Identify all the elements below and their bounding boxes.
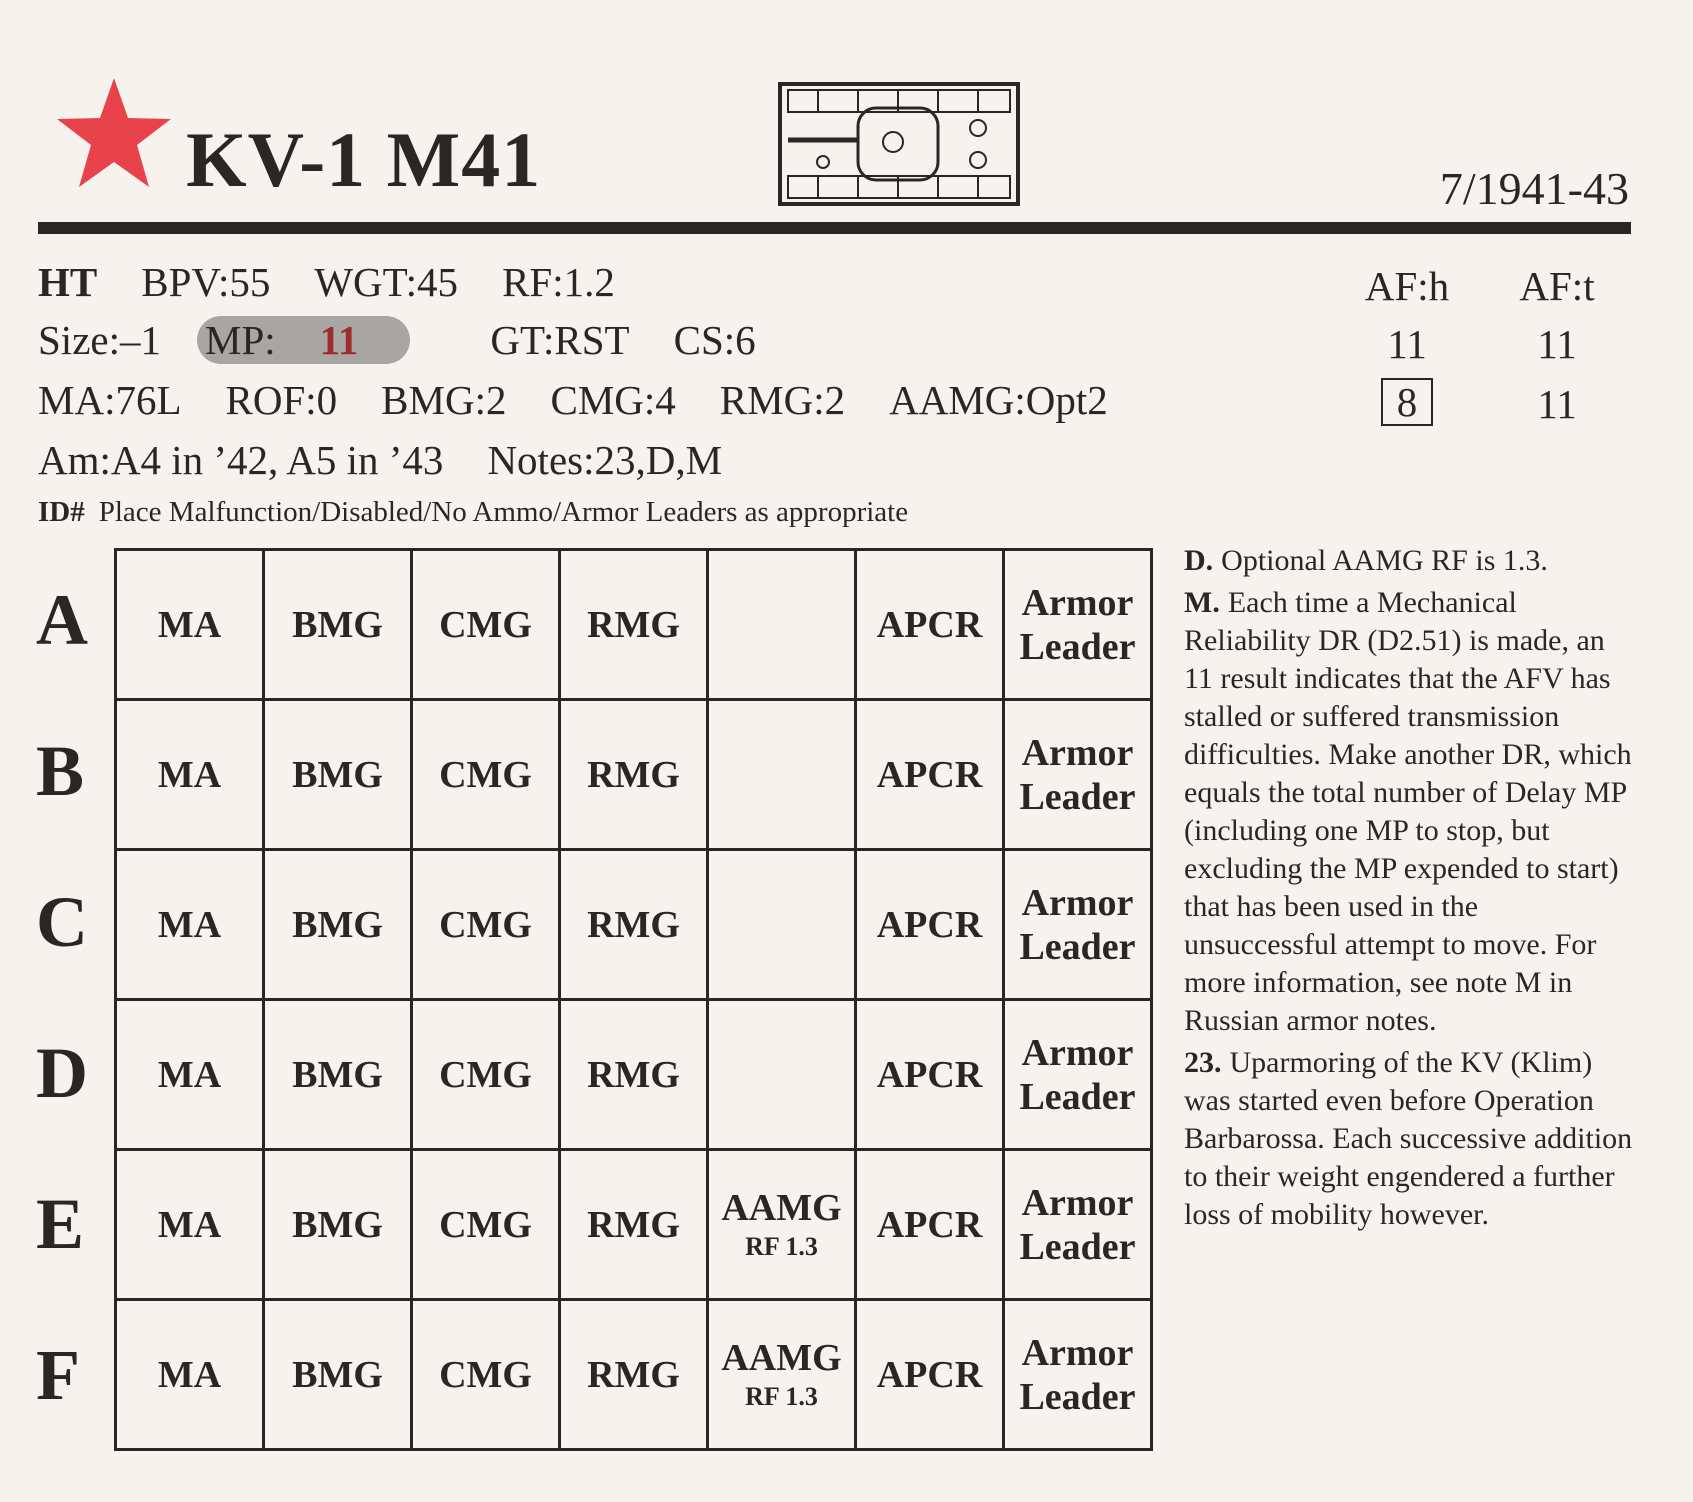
af-hull-side-box: 8 <box>1381 378 1434 426</box>
af-turret-side: 11 <box>1537 381 1577 427</box>
notes-ref: Notes:23,D,M <box>487 437 723 483</box>
aamg-rf: RF 1.3 <box>745 1381 818 1411</box>
id-label: ID# <box>38 496 85 528</box>
row-letter-f: F <box>36 1335 80 1415</box>
cell-apcr: APCR <box>856 850 1004 1000</box>
cell-rmg: RMG <box>560 1300 708 1450</box>
mp-stat <box>197 316 410 364</box>
cell-cmg: CMG <box>412 700 560 850</box>
cell-apcr: APCR <box>856 550 1004 700</box>
ammo-stat: Am:A4 in ’42, A5 in ’43 <box>38 437 444 483</box>
af-hull-front: 11 <box>1387 321 1427 367</box>
cell-empty <box>708 550 856 700</box>
production-date: 7/1941-43 <box>1439 163 1629 214</box>
note-m <box>1184 584 1634 1040</box>
cell-ma: MA <box>116 850 264 1000</box>
red-star-icon <box>54 76 174 192</box>
rmg-stat: RMG:2 <box>719 377 846 423</box>
grid-row-c <box>116 850 1152 1000</box>
stats-row-3 <box>38 376 1152 424</box>
grid-row-d <box>116 1000 1152 1150</box>
grid-row-f <box>116 1300 1152 1450</box>
cell-armor-leader: Armor Leader <box>1004 700 1152 850</box>
cell-cmg: CMG <box>412 550 560 700</box>
cell-aamg <box>708 1300 856 1450</box>
cell-rmg: RMG <box>560 850 708 1000</box>
cell-ma: MA <box>116 700 264 850</box>
size-stat: Size:–1 <box>38 317 161 363</box>
cmg-stat: CMG:4 <box>550 377 676 423</box>
id-line <box>38 496 908 529</box>
ma-stat: MA:76L <box>38 377 182 423</box>
header-divider <box>38 222 1631 234</box>
note-m-text: Each time a Mechanical Reliability DR (D2.51) is made, an 11 result indicates that the AFV has stalled or suffered transmission difficulties. Make another DR, which equals the total number of Delay MP (including one MP to stop, but excluding the MP expended to start) that has been used in the unsuccessful attempt to move. For more information, see note M in Russian armor notes. <box>1184 586 1632 1037</box>
cell-bmg: BMG <box>264 1150 412 1300</box>
aamg-label: AAMG <box>721 1186 842 1229</box>
cell-cmg: CMG <box>412 1000 560 1150</box>
cell-armor-leader: Armor Leader <box>1004 550 1152 700</box>
ground-type-stat: GT:RST <box>490 317 630 363</box>
tank-topview-icon <box>778 80 1020 208</box>
cell-armor-leader: Armor Leader <box>1004 1150 1152 1300</box>
grid-row-e <box>116 1150 1152 1300</box>
note-23-key: 23. <box>1184 1046 1222 1079</box>
grid-row-b <box>116 700 1152 850</box>
cell-rmg: RMG <box>560 700 708 850</box>
af-turret-label: AF:t <box>1519 263 1595 309</box>
note-23 <box>1184 1044 1634 1234</box>
row-letter-d: D <box>36 1033 88 1113</box>
bmg-stat: BMG:2 <box>381 377 507 423</box>
aamg-rf: RF 1.3 <box>745 1231 818 1261</box>
weight-stat: WGT:45 <box>314 259 459 305</box>
cs-stat: CS:6 <box>673 317 756 363</box>
cell-cmg: CMG <box>412 850 560 1000</box>
bpv-stat: BPV:55 <box>141 259 271 305</box>
rof-stat: ROF:0 <box>225 377 338 423</box>
cell-aamg <box>708 1150 856 1300</box>
cell-armor-leader: Armor Leader <box>1004 1000 1152 1150</box>
cell-cmg: CMG <box>412 1150 560 1300</box>
cell-bmg: BMG <box>264 1300 412 1450</box>
status-grid <box>114 548 1153 1451</box>
cell-rmg: RMG <box>560 1000 708 1150</box>
cell-armor-leader: Armor Leader <box>1004 850 1152 1000</box>
row-letter-c: C <box>36 882 88 962</box>
cell-bmg: BMG <box>264 1000 412 1150</box>
cell-armor-leader: Armor Leader <box>1004 1300 1152 1450</box>
cell-rmg: RMG <box>560 1150 708 1300</box>
cell-bmg: BMG <box>264 550 412 700</box>
aamg-label: AAMG <box>721 1336 842 1379</box>
cell-apcr: APCR <box>856 700 1004 850</box>
cell-empty <box>708 850 856 1000</box>
vehicle-title: KV-1 M41 <box>186 116 542 203</box>
af-hull-label: AF:h <box>1364 263 1450 309</box>
mp-value: 11 <box>319 317 359 363</box>
id-text: Place Malfunction/Disabled/No Ammo/Armor Leaders as appropriate <box>98 496 909 528</box>
cell-ma: MA <box>116 550 264 700</box>
cell-ma: MA <box>116 1150 264 1300</box>
note-d-text: Optional AAMG RF is 1.3. <box>1221 544 1548 577</box>
aamg-stat: AAMG:Opt2 <box>889 377 1108 423</box>
af-turret-front: 11 <box>1537 321 1577 367</box>
notes-panel <box>1184 542 1634 1238</box>
cell-ma: MA <box>116 1300 264 1450</box>
cell-bmg: BMG <box>264 700 412 850</box>
note-d <box>1184 542 1634 580</box>
cell-apcr: APCR <box>856 1150 1004 1300</box>
stats-row-4 <box>38 436 766 484</box>
row-letter-b: B <box>36 731 85 811</box>
rf-stat: RF:1.2 <box>502 259 615 305</box>
row-letter-a: A <box>36 580 88 660</box>
note-d-key: D. <box>1184 544 1214 577</box>
stats-row-2 <box>38 316 800 364</box>
cell-empty <box>708 700 856 850</box>
cell-empty <box>708 1000 856 1150</box>
cell-cmg: CMG <box>412 1300 560 1450</box>
row-letter-e: E <box>36 1184 85 1264</box>
vehicle-type: HT <box>38 259 98 305</box>
note-23-text: Uparmoring of the KV (Klim) was started even before Operation Barbarossa. Each successive addition to their weight engendered a further loss of mobility however. <box>1184 1046 1633 1231</box>
mp-label: MP: <box>204 317 276 363</box>
cell-bmg: BMG <box>264 850 412 1000</box>
cell-apcr: APCR <box>856 1300 1004 1450</box>
stats-row-1 <box>38 258 659 306</box>
note-m-key: M. <box>1184 586 1220 619</box>
cell-rmg: RMG <box>560 550 708 700</box>
grid-row-a <box>116 550 1152 700</box>
cell-ma: MA <box>116 1000 264 1150</box>
cell-apcr: APCR <box>856 1000 1004 1150</box>
af-hull-side <box>1352 378 1462 426</box>
